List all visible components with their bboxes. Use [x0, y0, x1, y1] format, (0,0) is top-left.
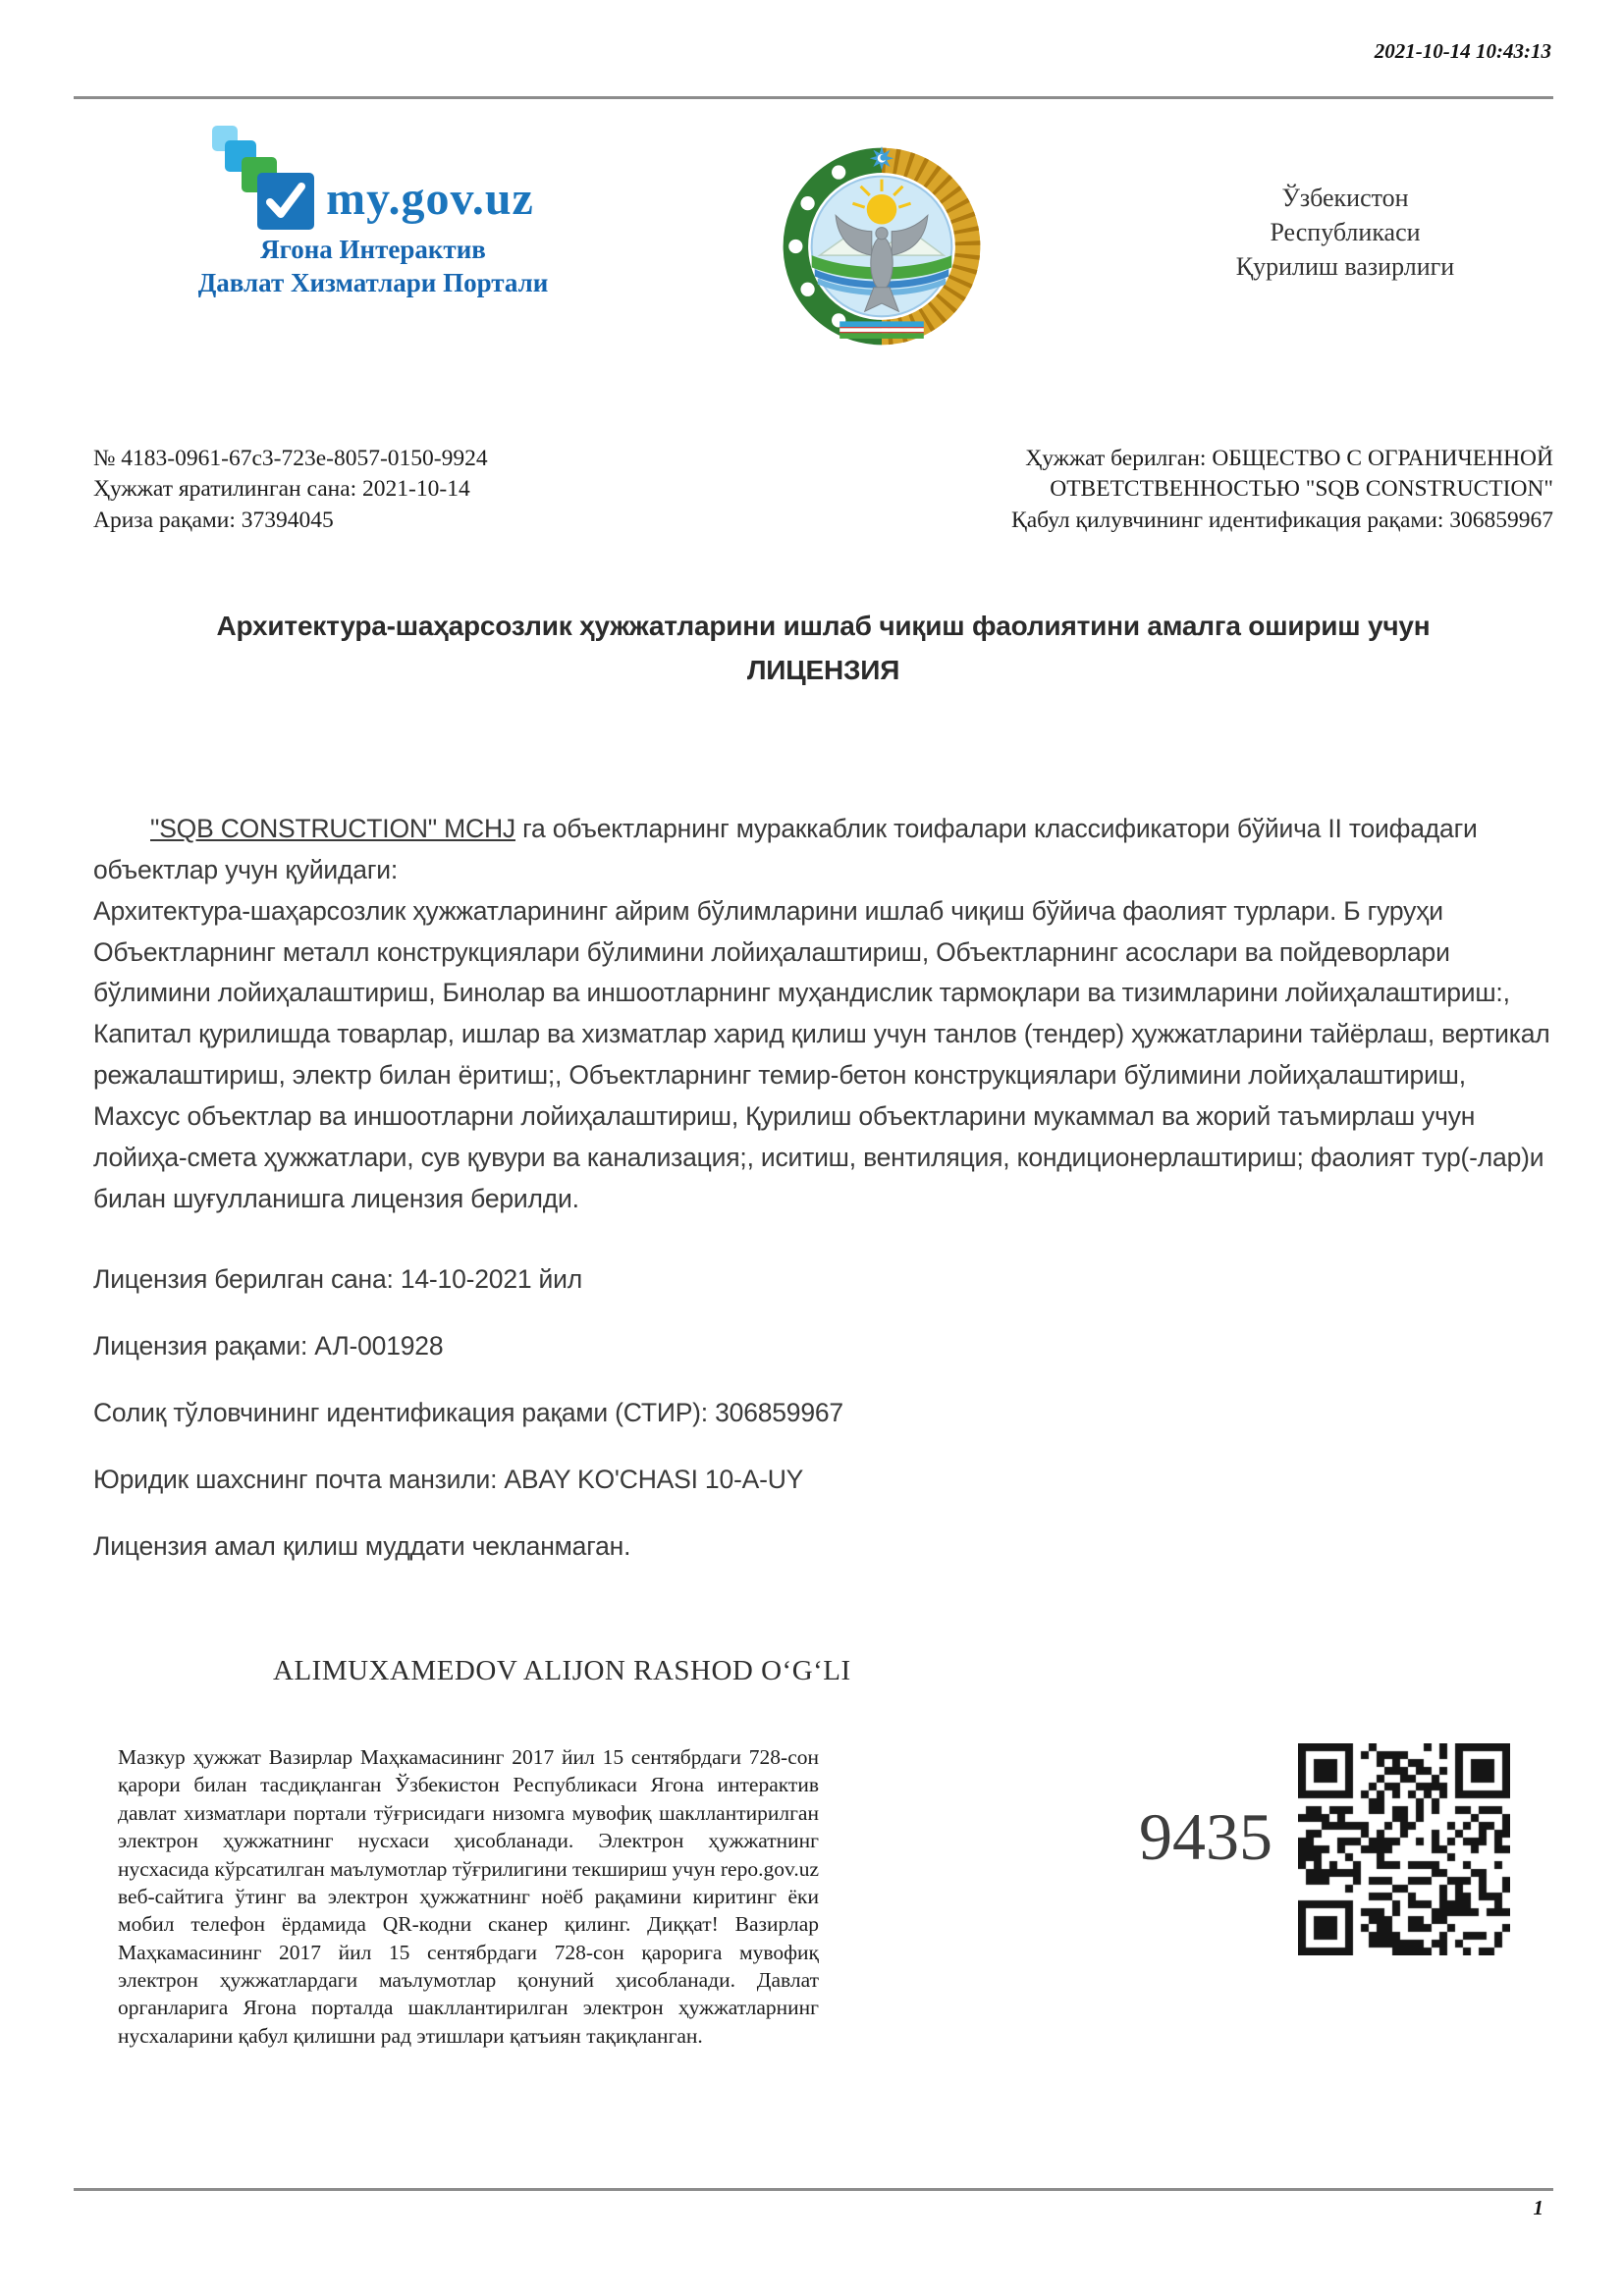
recipient-id: Қабул қилувчининг идентификация рақами: 306859967 [1011, 507, 1553, 533]
ministry-line1: Ўзбекистон [1281, 184, 1409, 212]
checkmark-icon [257, 173, 314, 230]
document-title [93, 605, 1553, 693]
print-timestamp: 2021-10-14 10:43:13 [1374, 39, 1551, 63]
document-created-date: Ҳужжат яратилинган сана: 2021-10-14 [93, 476, 470, 503]
license-number: Лицензия рақами: АЛ-001928 [93, 1331, 444, 1361]
portal-logo-block [108, 126, 638, 300]
postal-address: Юридик шахснинг почта манзили: ABAY KO'CHASI 10-A-UY [93, 1465, 804, 1494]
license-validity: Лицензия амал қилиш муддати чекланмаган. [93, 1531, 631, 1561]
document-number: № 4183-0961-67c3-723e-8057-0150-9924 [93, 446, 488, 471]
document-title-line2: ЛИЦЕНЗИЯ [746, 654, 900, 685]
company-name: "SQB CONSTRUCTION" MCHJ [150, 814, 515, 843]
document-meta-row [93, 444, 1553, 536]
portal-subtitle-line2: Давлат Хизматлари Портали [197, 267, 549, 297]
license-holder-name: ALIMUXAMEDOV ALIJON RASHOD OʻGʻLI [273, 1655, 851, 1686]
license-body-text [93, 809, 1559, 1220]
ministry-line3: Қурилиш вазирлиги [1235, 252, 1455, 282]
license-details-block [93, 1264, 1559, 1598]
page-number: 1 [1533, 2196, 1543, 2219]
footer-rule [74, 2188, 1553, 2191]
ministry-line2: Республикаси [1270, 218, 1421, 247]
taxpayer-id: Солиқ тўловчининг идентификация рақами (СТИР): 306859967 [93, 1398, 843, 1427]
header-rule [74, 96, 1553, 99]
logo-square-check [257, 173, 314, 230]
legal-notice-text: Мазкур ҳужжат Вазирлар Маҳкамасининг 2017 йил 15 сентябрдаги 728-сон қарори билан тасдиқланган Ўзбекистон Республикаси Ягона интерактив давлат хизматлари портали тўғрисидаги низомга мувофиқ шакллантирилган электрон ҳужжатнинг нусхаси ҳисобланади. Электрон ҳужжатнинг нусхасида кўрсатилган маълумотлар тўғрилигини текшириш учун repo.gov.uz веб-сайтига ўтинг ва электрон ҳужжатнинг ноёб рақамини киритинг ёки мобил телефон ёрдамида QR-кодни сканер қилинг. Диққат! Вазирлар Маҳкамасининг 2017 йил 15 сентябрдаги 728-сон қарорига мувофиқ электрон ҳужжатлардаги маълумотлар қонуний ҳисобланади. Давлат органларига Ягона порталда шакллантирилган электрон ҳужжатларнинг нусхаларини қабул қилишни рад этишлари қатъиян тақиқланган. [118, 1745, 819, 2048]
portal-subtitle-line1: Ягона Интерактив [260, 235, 486, 264]
ministry-name-block [1137, 181, 1553, 284]
document-title-line1: Архитектура-шаҳарсозлик ҳужжатларини ишлаб чиқиш фаолиятини амалга ошириш учун [216, 611, 1431, 641]
body-activities: Архитектура-шаҳарсозлик ҳужжатларининг айрим бўлимларини ишлаб чиқиш бўйича фаолият турлари. Б гуруҳи Объектларнинг металл конструкциялари бўлимини лойиҳалаштириш, Объектларнинг асослари ва пойдеворлари бўлимини лойиҳалаштириш, Бинолар ва иншоотларнинг муҳандислик тармоқлари ва тизимларини лойиҳалаштириш:, Капитал қурилишда товарлар, ишлар ва хизматлар харид қилиш учун танлов (тендер) ҳужжатларини тайёрлаш, вертикал режалаштириш, электр билан ёритиш;, Объектларнинг темир-бетон конструкциялари бўлимини лойиҳалаштириш, Махсус объектлар ва иншоотларни лойиҳалаштириш, Қурилиш объектларини мукаммал ва жорий таъмирлаш учун лойиҳа-смета ҳужжатлари, сув қувури ва канализация;, иситиш, вентиляция, кондиционерлаштириш; фаолият тур(-лар)и билан шуғулланишга лицензия берилди. [93, 895, 1550, 1213]
body-intro: га объектларнинг мураккаблик тоифалари классификатори бўйича II тоифадаги объектлар учун қуйидаги: [93, 814, 1478, 884]
uzbekistan-emblem-icon [777, 143, 987, 353]
mygovuz-logo-icon [212, 126, 314, 230]
qr-code [1298, 1743, 1510, 1955]
license-issued-date: Лицензия берилган сана: 14-10-2021 йил [93, 1264, 583, 1294]
verification-code: 9435 [1139, 1799, 1272, 1874]
portal-brand-text: my.gov.uz [326, 173, 534, 225]
issued-to: Ҳужжат берилган: ОБЩЕСТВО С ОГРАНИЧЕННОЙ ОТВЕТСТВЕННОСТЬЮ "SQB CONSTRUCTION" [1025, 446, 1553, 503]
application-number: Ариза рақами: 37394045 [93, 507, 334, 533]
